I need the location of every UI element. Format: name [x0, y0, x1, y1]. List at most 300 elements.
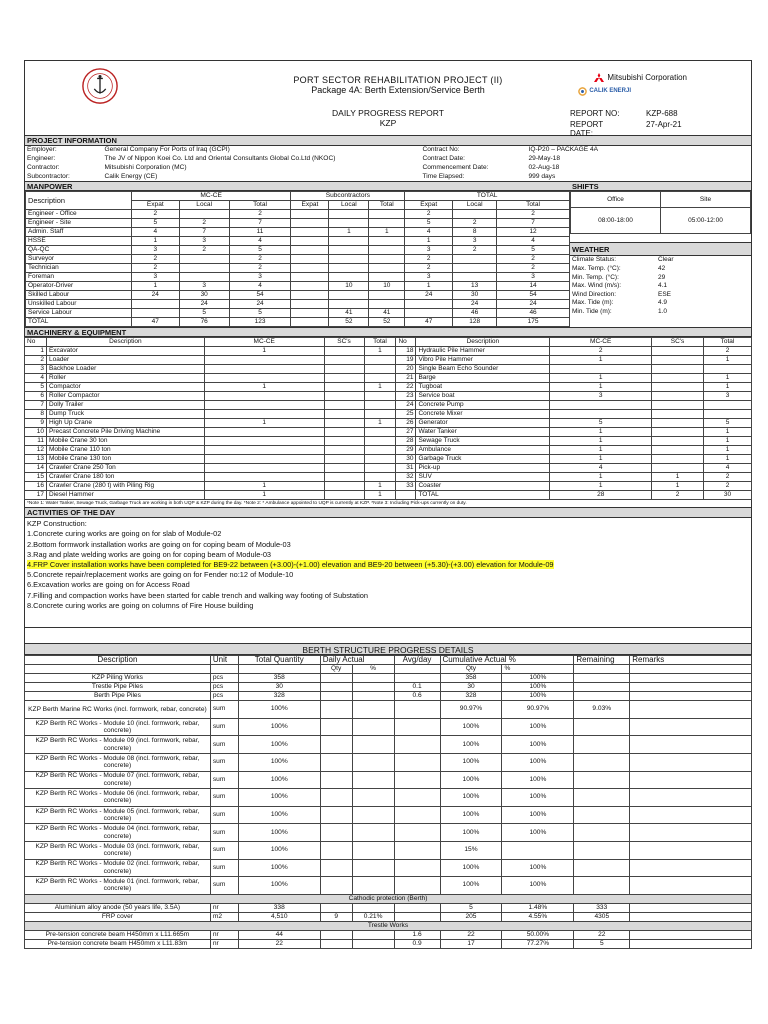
- manpower-total-count: 123: [229, 318, 291, 327]
- berth-item-value: [574, 753, 630, 771]
- shift-office-hours: 08:00-18:00: [571, 208, 661, 234]
- berth-item-value: sum: [210, 718, 238, 736]
- machinery-value: [324, 482, 364, 491]
- berth-item-value: sum: [210, 877, 238, 895]
- machinery-value: 1: [704, 374, 752, 383]
- manpower-count: [179, 255, 229, 264]
- manpower-count: [329, 219, 369, 228]
- berth-item-value: [352, 718, 394, 736]
- manpower-count: 30: [453, 291, 497, 300]
- manpower-table: [25, 191, 570, 327]
- manpower-role: Operator-Driver: [26, 282, 132, 291]
- berth-item-value: 22: [440, 930, 502, 939]
- berth-item-description: Pre-tension concrete beam H450mm x L11.665m: [25, 930, 211, 939]
- project-info-label: Contract No:: [422, 146, 460, 154]
- berth-item-value: 358: [238, 674, 320, 683]
- berth-item-value: 100%: [502, 683, 574, 692]
- berth-item-value: pcs: [210, 692, 238, 701]
- machinery-description: High Up Crane: [46, 419, 204, 428]
- manpower-count: 24: [131, 291, 179, 300]
- berth-item-value: 100%: [238, 736, 320, 754]
- berth-item-value: [394, 771, 440, 789]
- machinery-description: Mobile Crane 30 ton: [46, 437, 204, 446]
- machinery-col-header: SC's: [652, 338, 704, 347]
- berth-item-value: 100%: [440, 736, 502, 754]
- berth-item-value: 100%: [238, 859, 320, 877]
- berth-item-value: [352, 771, 394, 789]
- machinery-row: [25, 401, 752, 410]
- manpower-subcol: Total: [369, 201, 405, 210]
- manpower-count: 4: [229, 282, 291, 291]
- machinery-value: 1: [364, 419, 396, 428]
- machinery-col-header: No: [25, 338, 47, 347]
- manpower-total-count: 47: [131, 318, 179, 327]
- berth-item-value: 5: [440, 903, 502, 912]
- machinery-description: Crawler Crane 250 Ton: [46, 464, 204, 473]
- machinery-value: [652, 446, 704, 455]
- manpower-count: 2: [453, 219, 497, 228]
- manpower-row: [26, 282, 570, 291]
- manpower-count: 3: [229, 273, 291, 282]
- project-info-value: 999 days: [528, 172, 556, 180]
- machinery-value: [364, 437, 396, 446]
- shifts-heading: SHIFTS: [570, 181, 751, 191]
- berth-item-value: sum: [210, 701, 238, 719]
- machinery-value: [204, 473, 324, 482]
- manpower-count: [453, 273, 497, 282]
- berth-item-value: [352, 903, 394, 912]
- machinery-value: 30: [396, 455, 416, 464]
- berth-item-value: [630, 683, 752, 692]
- weather-value: 4.1: [658, 282, 668, 290]
- manpower-count: 10: [369, 282, 405, 291]
- machinery-value: 3: [550, 392, 652, 401]
- manpower-count: 5: [497, 246, 570, 255]
- manpower-count: 5: [229, 309, 291, 318]
- machinery-value: 28: [550, 491, 652, 500]
- manpower-role: Surveyor: [26, 255, 132, 264]
- berth-item-value: [630, 841, 752, 859]
- berth-item-value: [394, 789, 440, 807]
- machinery-value: 32: [396, 473, 416, 482]
- berth-row: [25, 806, 752, 824]
- machinery-value: 5: [550, 419, 652, 428]
- berth-item-description: Berth Pipe Piles: [25, 692, 211, 701]
- manpower-count: 3: [405, 273, 453, 282]
- berth-item-value: [394, 903, 440, 912]
- report-meta: [570, 109, 682, 141]
- berth-row: [25, 824, 752, 842]
- berth-col-cumulative: Cumulative Actual %: [440, 656, 574, 665]
- manpower-count: 10: [329, 282, 369, 291]
- berth-item-value: 100%: [440, 824, 502, 842]
- project-info-label: Time Elapsed:: [422, 172, 465, 180]
- machinery-description: SUV: [416, 473, 550, 482]
- manpower-count: 46: [497, 309, 570, 318]
- berth-item-value: [394, 736, 440, 754]
- berth-item-value: 100%: [502, 859, 574, 877]
- machinery-table: [24, 337, 752, 500]
- manpower-count: 2: [405, 255, 453, 264]
- berth-item-value: [352, 859, 394, 877]
- berth-item-description: Trestle Pipe Piles: [25, 683, 211, 692]
- machinery-value: [324, 455, 364, 464]
- machinery-value: 1: [550, 383, 652, 392]
- machinery-value: 28: [396, 437, 416, 446]
- berth-item-value: [320, 859, 352, 877]
- berth-item-value: 333: [574, 903, 630, 912]
- calik-logo-text: CALIK ENERJI: [589, 88, 631, 95]
- activity-item: 8.Concrete curing works are going on columns of Fire House building: [27, 600, 254, 610]
- machinery-row: [25, 356, 752, 365]
- machinery-value: 2: [704, 482, 752, 491]
- manpower-role: Engineer - Site: [26, 219, 132, 228]
- machinery-value: [652, 437, 704, 446]
- manpower-count: 2: [179, 246, 229, 255]
- machinery-value: 1: [25, 347, 47, 356]
- manpower-count: [291, 309, 329, 318]
- berth-item-value: [630, 736, 752, 754]
- manpower-role: Engineer - Office: [26, 210, 132, 219]
- machinery-description: Roller: [46, 374, 204, 383]
- manpower-count: 12: [497, 228, 570, 237]
- machinery-value: 1: [704, 356, 752, 365]
- berth-sub-cum-pct: %: [502, 665, 574, 674]
- weather-value: Clear: [658, 256, 674, 264]
- machinery-value: 1: [550, 356, 652, 365]
- manpower-count: 2: [229, 210, 291, 219]
- berth-item-value: [394, 701, 440, 719]
- berth-item-value: [320, 841, 352, 859]
- machinery-value: 14: [25, 464, 47, 473]
- machinery-row: [25, 482, 752, 491]
- manpower-count: 5: [131, 219, 179, 228]
- machinery-value: 10: [25, 428, 47, 437]
- berth-item-value: [320, 903, 352, 912]
- manpower-count: [453, 210, 497, 219]
- machinery-value: [204, 464, 324, 473]
- machinery-value: 3: [25, 365, 47, 374]
- berth-row: [25, 718, 752, 736]
- cathodic-protection-heading: Cathodic protection (Berth): [25, 894, 752, 903]
- activities-heading: ACTIVITIES OF THE DAY: [24, 508, 752, 518]
- manpower-role: Foreman: [26, 273, 132, 282]
- manpower-count: 3: [179, 282, 229, 291]
- berth-item-value: 30: [238, 683, 320, 692]
- berth-item-value: 100%: [440, 753, 502, 771]
- manpower-count: 54: [229, 291, 291, 300]
- berth-item-value: [574, 771, 630, 789]
- machinery-value: 1: [204, 383, 324, 392]
- manpower-count: [329, 237, 369, 246]
- manpower-count: 24: [179, 300, 229, 309]
- berth-item-value: 100%: [238, 789, 320, 807]
- manpower-count: [369, 246, 405, 255]
- machinery-col-header: Description: [416, 338, 550, 347]
- manpower-count: 1: [131, 237, 179, 246]
- manpower-subcol: Expat: [131, 201, 179, 210]
- machinery-description: Backhoe Loader: [46, 365, 204, 374]
- manpower-col-description: Description: [26, 192, 132, 210]
- weather-value: 4.9: [658, 299, 668, 307]
- shift-site-hours: 05:00-12:00: [661, 208, 751, 234]
- berth-item-value: [630, 701, 752, 719]
- weather-row: [570, 291, 751, 300]
- berth-item-description: KZP Berth RC Works - Module 09 (incl. formwork, rebar, concrete): [25, 736, 211, 754]
- manpower-count: 2: [405, 210, 453, 219]
- machinery-value: [204, 410, 324, 419]
- manpower-count: 1: [329, 228, 369, 237]
- machinery-heading: MACHINERY & EQUIPMENT: [24, 327, 752, 337]
- manpower-count: 2: [131, 255, 179, 264]
- berth-item-value: 100%: [238, 824, 320, 842]
- berth-item-value: 1.48%: [502, 903, 574, 912]
- berth-item-value: 100%: [502, 824, 574, 842]
- berth-item-value: [320, 692, 352, 701]
- manpower-total-label: TOTAL: [26, 318, 132, 327]
- berth-item-description: KZP Piling Works: [25, 674, 211, 683]
- berth-item-value: 90.97%: [440, 701, 502, 719]
- manpower-count: 46: [453, 309, 497, 318]
- machinery-value: 1: [550, 428, 652, 437]
- berth-item-value: [352, 683, 394, 692]
- manpower-count: [369, 219, 405, 228]
- berth-item-value: [574, 736, 630, 754]
- shifts-weather-panel: [570, 181, 751, 327]
- manpower-row: [26, 210, 570, 219]
- berth-row: [25, 939, 752, 948]
- project-name: PORT SECTOR REHABILITATION PROJECT (II): [293, 75, 503, 85]
- berth-item-description: KZP Berth RC Works - Module 01 (incl. formwork, rebar, concrete): [25, 877, 211, 895]
- manpower-count: [329, 291, 369, 300]
- berth-row: [25, 692, 752, 701]
- machinery-value: [704, 401, 752, 410]
- berth-item-value: [352, 701, 394, 719]
- berth-item-description: KZP Berth RC Works - Module 04 (incl. formwork, rebar, concrete): [25, 824, 211, 842]
- machinery-value: 11: [25, 437, 47, 446]
- manpower-count: 14: [497, 282, 570, 291]
- calik-logo: [578, 87, 631, 96]
- berth-row: [25, 753, 752, 771]
- machinery-value: [324, 437, 364, 446]
- machinery-value: [550, 401, 652, 410]
- machinery-row: [25, 365, 752, 374]
- weather-row: [570, 308, 751, 317]
- berth-item-value: 77.27%: [502, 939, 574, 948]
- berth-item-value: 100%: [502, 718, 574, 736]
- berth-item-value: [320, 683, 352, 692]
- machinery-value: 4: [550, 464, 652, 473]
- manpower-row: [26, 219, 570, 228]
- berth-item-value: 358: [440, 674, 502, 683]
- report-site: KZP: [379, 117, 397, 128]
- machinery-value: 2: [25, 356, 47, 365]
- berth-item-description: KZP Berth RC Works - Module 02 (incl. formwork, rebar, concrete): [25, 859, 211, 877]
- machinery-value: [204, 455, 324, 464]
- berth-item-value: [352, 674, 394, 683]
- manpower-count: [369, 210, 405, 219]
- berth-item-description: FRP cover: [25, 912, 211, 921]
- project-info-row: [25, 172, 752, 181]
- machinery-value: [652, 356, 704, 365]
- manpower-total-row: [26, 318, 570, 327]
- manpower-count: [329, 255, 369, 264]
- machinery-value: [364, 356, 396, 365]
- berth-item-value: 9: [320, 912, 352, 921]
- calik-swirl-icon: [578, 87, 587, 96]
- machinery-value: [652, 455, 704, 464]
- machinery-value: 1: [550, 482, 652, 491]
- berth-item-value: 328: [238, 692, 320, 701]
- manpower-count: [291, 237, 329, 246]
- machinery-col-header: MC-CE: [204, 338, 324, 347]
- project-info-table: [24, 146, 752, 181]
- weather-row: [570, 273, 751, 282]
- berth-item-value: 100%: [502, 692, 574, 701]
- machinery-col-header: MC-CE: [550, 338, 652, 347]
- manpower-count: [179, 273, 229, 282]
- shift-site-label: Site: [661, 192, 751, 208]
- berth-item-value: [352, 789, 394, 807]
- machinery-value: 1: [704, 437, 752, 446]
- machinery-description: Mobile Crane 130 ton: [46, 455, 204, 464]
- machinery-description: Concrete Mixer: [416, 410, 550, 419]
- berth-item-value: [574, 859, 630, 877]
- manpower-count: [291, 264, 329, 273]
- berth-item-value: [574, 877, 630, 895]
- project-info-label: Engineer:: [27, 155, 56, 163]
- weather-value: 29: [658, 273, 666, 281]
- manpower-total-count: 76: [179, 318, 229, 327]
- machinery-description: Barge: [416, 374, 550, 383]
- machinery-description: Single Beam Echo Sounder: [416, 365, 550, 374]
- machinery-value: [324, 374, 364, 383]
- project-info-value: 02-Aug-18: [528, 163, 560, 171]
- manpower-count: [369, 300, 405, 309]
- berth-item-value: [394, 824, 440, 842]
- mitsubishi-logo: [594, 73, 687, 83]
- machinery-value: [364, 473, 396, 482]
- berth-item-value: [352, 806, 394, 824]
- report-no: KZP-688: [646, 109, 678, 118]
- manpower-count: 3: [453, 237, 497, 246]
- berth-item-value: [352, 824, 394, 842]
- machinery-value: 5: [25, 383, 47, 392]
- manpower-count: [291, 300, 329, 309]
- manpower-row: [26, 300, 570, 309]
- machinery-value: [204, 374, 324, 383]
- manpower-row: [26, 291, 570, 300]
- machinery-value: 1: [204, 347, 324, 356]
- berth-item-value: 100%: [238, 701, 320, 719]
- berth-item-value: [630, 771, 752, 789]
- machinery-description: Diesel Hammer: [46, 491, 204, 500]
- berth-item-value: [574, 674, 630, 683]
- weather-heading: WEATHER: [570, 242, 751, 256]
- berth-item-description: KZP Berth Marine RC Works (incl. formwork, rebar, concrete): [25, 701, 211, 719]
- berth-row: [25, 736, 752, 754]
- manpower-count: [291, 291, 329, 300]
- berth-item-value: [320, 753, 352, 771]
- machinery-value: 13: [25, 455, 47, 464]
- berth-item-value: [574, 683, 630, 692]
- weather-label: Wind Direction:: [572, 290, 617, 298]
- machinery-value: [324, 419, 364, 428]
- project-info-heading: PROJECT INFORMATION: [24, 136, 752, 146]
- weather-table: [570, 256, 751, 316]
- project-info-value: 29-May-18: [528, 155, 561, 163]
- berth-item-value: [394, 859, 440, 877]
- machinery-value: [550, 410, 652, 419]
- berth-item-value: 205: [440, 912, 502, 921]
- manpower-count: 41: [329, 309, 369, 318]
- berth-item-value: sum: [210, 824, 238, 842]
- machinery-value: 4: [704, 464, 752, 473]
- report-title: DAILY PROGRESS REPORT: [332, 108, 444, 118]
- manpower-count: 1: [131, 282, 179, 291]
- manpower-count: [369, 291, 405, 300]
- machinery-row: [25, 455, 752, 464]
- berth-item-value: 17: [440, 939, 502, 948]
- berth-item-value: [394, 841, 440, 859]
- berth-item-value: [320, 930, 352, 939]
- machinery-value: 1: [364, 347, 396, 356]
- manpower-count: [329, 264, 369, 273]
- machinery-value: 22: [396, 383, 416, 392]
- manpower-row: [26, 237, 570, 246]
- berth-row: [25, 789, 752, 807]
- manpower-count: 3: [131, 273, 179, 282]
- activity-item: 4.FRP Cover installation works have been completed for BE9-22 between (+3.00)-(+1.00) elevation and BE9-20 between (+5.30)-(+3.00) elevation for Module-09: [27, 560, 554, 569]
- berth-item-value: [574, 718, 630, 736]
- berth-item-value: [502, 841, 574, 859]
- project-info-row: [25, 146, 752, 155]
- project-info-row: [25, 164, 752, 173]
- berth-item-value: [320, 736, 352, 754]
- berth-item-description: KZP Berth RC Works - Module 08 (incl. formwork, rebar, concrete): [25, 753, 211, 771]
- manpower-subcol: Local: [453, 201, 497, 210]
- manpower-section: [24, 181, 752, 327]
- machinery-value: 16: [25, 482, 47, 491]
- berth-item-description: KZP Berth RC Works - Module 03 (incl. formwork, rebar, concrete): [25, 841, 211, 859]
- machinery-value: [204, 446, 324, 455]
- machinery-value: [550, 365, 652, 374]
- project-info-label: Employer:: [27, 146, 57, 154]
- machinery-value: 1: [204, 482, 324, 491]
- manpower-row: [26, 255, 570, 264]
- manpower-count: [369, 237, 405, 246]
- manpower-role: QA-QC: [26, 246, 132, 255]
- berth-item-value: sum: [210, 753, 238, 771]
- berth-col-remaining: Remaining: [574, 656, 630, 665]
- weather-label: Min. Temp. (°C):: [572, 273, 619, 281]
- manpower-count: 30: [179, 291, 229, 300]
- berth-item-value: sum: [210, 806, 238, 824]
- manpower-row: [26, 264, 570, 273]
- manpower-count: [329, 273, 369, 282]
- berth-item-value: pcs: [210, 674, 238, 683]
- manpower-count: 7: [179, 228, 229, 237]
- manpower-count: 2: [131, 264, 179, 273]
- berth-item-value: [352, 736, 394, 754]
- berth-row: [25, 930, 752, 939]
- machinery-note: *Note 1: Water Tanker, Sewage Truck, Garbage Truck are working in both UQP & KZP during the day. *Note 2: * Ambulance appointed to UQP is currently at KZP. *Note 3: Including Pick-ups currently on duty.: [24, 500, 752, 508]
- berth-item-description: Aluminium alloy anode (50 years life, 3.5A): [25, 903, 211, 912]
- machinery-value: 27: [396, 428, 416, 437]
- berth-item-value: 22: [574, 930, 630, 939]
- manpower-count: [369, 273, 405, 282]
- manpower-count: 4: [131, 228, 179, 237]
